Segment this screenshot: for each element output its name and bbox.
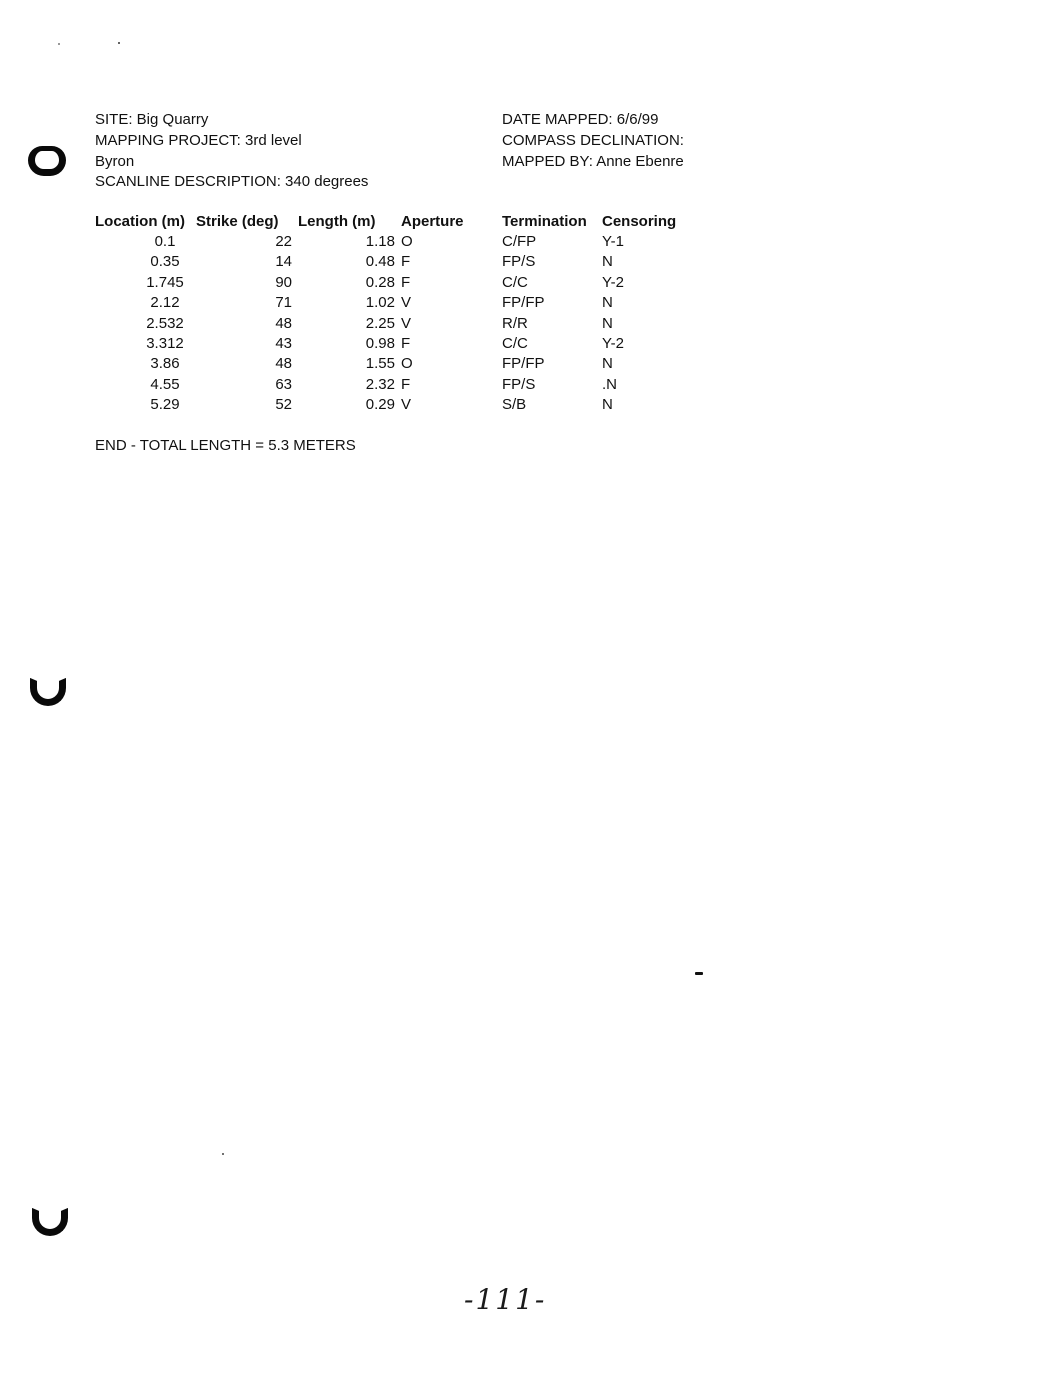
cell-length: 2.32 [365, 375, 395, 393]
cell-strike: 43 [275, 335, 292, 352]
column-header-location: Location (m) [95, 213, 185, 230]
cell-termination: C/C [502, 335, 528, 352]
column-header-aperture: Aperture [401, 213, 464, 230]
site-label: SITE: Big Quarry [95, 111, 209, 128]
cell-location: 5.29 [150, 396, 180, 414]
column-header-termination: Termination [502, 213, 587, 230]
cell-location: 4.55 [150, 375, 180, 393]
cell-length: 1.02 [365, 294, 395, 312]
cell-location: 2.12 [150, 294, 180, 312]
punch-hole-top [28, 146, 66, 176]
scanline-description-label: SCANLINE DESCRIPTION: 340 degrees [95, 173, 369, 190]
cell-termination: FP/FP [502, 294, 545, 312]
scan-speck [118, 42, 120, 44]
cell-censoring: Y-2 [602, 273, 624, 291]
cell-aperture: V [401, 294, 412, 312]
cell-strike: 48 [275, 314, 292, 332]
cell-length: 2.25 [365, 314, 395, 332]
cell-strike: 48 [275, 355, 292, 373]
cell-censoring: Y-2 [602, 335, 624, 352]
cell-censoring: N [602, 294, 613, 312]
cell-termination: R/R [502, 314, 528, 332]
punch-hole-middle [30, 678, 66, 706]
cell-termination: C/FP [502, 233, 537, 250]
cell-censoring: .N [602, 375, 617, 393]
cell-location: 0.1 [154, 233, 176, 250]
column-header-length: Length (m) [298, 213, 376, 230]
cell-strike: 22 [275, 233, 292, 250]
cell-termination: FP/S [502, 375, 536, 393]
cell-censoring: N [602, 396, 613, 414]
cell-location: 2.532 [146, 314, 184, 332]
cell-length: 0.29 [365, 396, 395, 414]
cell-aperture: F [401, 253, 411, 271]
cell-termination: S/B [502, 396, 527, 414]
page-number: -111- [464, 1283, 547, 1316]
cell-length: 1.18 [365, 233, 395, 250]
cell-aperture: O [401, 355, 413, 373]
cell-censoring: N [602, 314, 613, 332]
cell-aperture: O [401, 233, 413, 250]
cell-strike: 14 [275, 253, 292, 271]
column-header-strike: Strike (deg) [196, 213, 279, 230]
date-mapped-label: DATE MAPPED: 6/6/99 [502, 111, 659, 128]
cell-length: 0.48 [365, 253, 395, 271]
cell-strike: 63 [275, 375, 292, 393]
cell-strike: 90 [275, 273, 292, 291]
mapped-by-label: MAPPED BY: Anne Ebenre [502, 153, 684, 170]
scan-speck [222, 1153, 224, 1155]
column-header-censoring: Censoring [602, 213, 677, 230]
cell-termination: C/C [502, 273, 528, 291]
cell-termination: FP/FP [502, 355, 545, 373]
cell-strike: 52 [275, 396, 292, 414]
cell-aperture: V [401, 396, 412, 414]
cell-aperture: F [401, 375, 411, 393]
end-total-length-note: END - TOTAL LENGTH = 5.3 METERS [95, 437, 356, 454]
cell-location: 3.312 [146, 335, 184, 352]
cell-strike: 71 [275, 294, 292, 312]
cell-length: 0.98 [365, 335, 395, 352]
cell-length: 1.55 [365, 355, 395, 373]
cell-aperture: V [401, 314, 412, 332]
cell-location: 3.86 [150, 355, 180, 373]
cell-aperture: F [401, 273, 411, 291]
cell-censoring: N [602, 253, 613, 271]
scan-speck [58, 43, 60, 45]
location-name-label: Byron [95, 153, 135, 170]
punch-hole-bottom [32, 1208, 68, 1236]
cell-aperture: F [401, 335, 411, 352]
scan-speck [695, 972, 703, 975]
mapping-project-label: MAPPING PROJECT: 3rd level [95, 132, 302, 149]
compass-declination-label: COMPASS DECLINATION: [502, 132, 684, 149]
cell-location: 0.35 [150, 253, 180, 271]
cell-location: 1.745 [146, 273, 184, 291]
cell-length: 0.28 [365, 273, 395, 291]
cell-censoring: N [602, 355, 613, 373]
cell-censoring: Y-1 [602, 233, 624, 250]
cell-termination: FP/S [502, 253, 536, 271]
